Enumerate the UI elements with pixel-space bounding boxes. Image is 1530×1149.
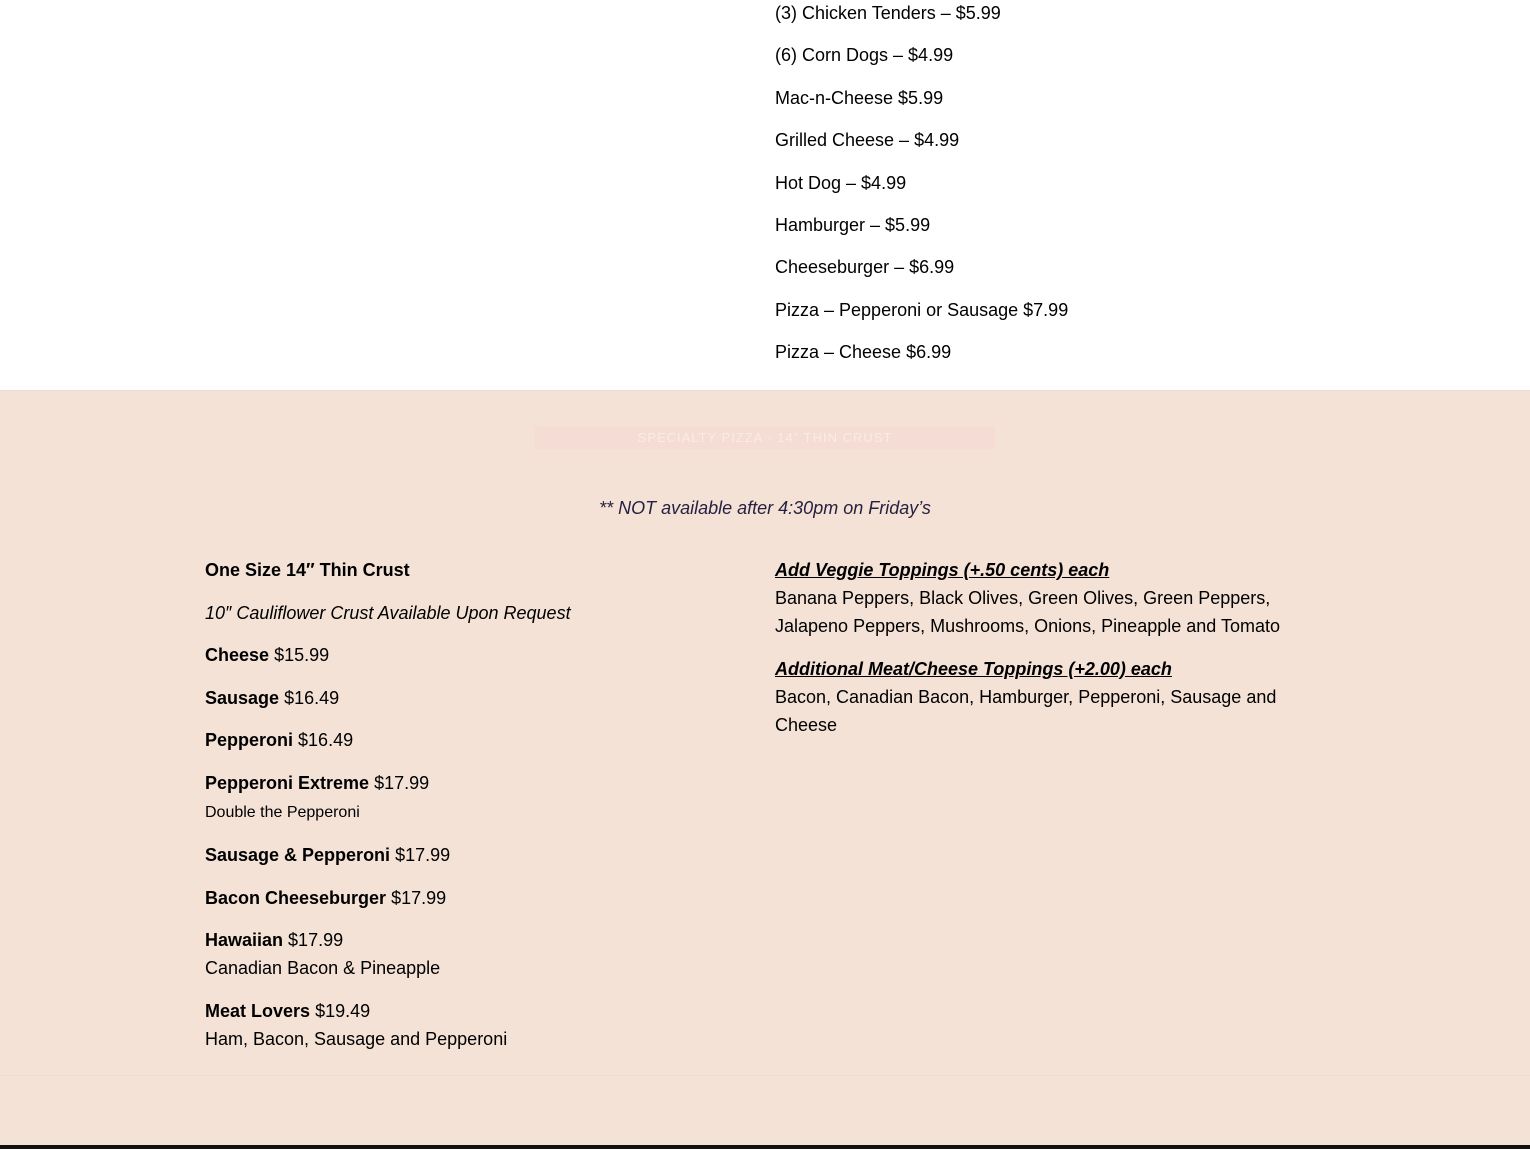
pizza-item — [205, 926, 745, 982]
footer-divider — [0, 1145, 1530, 1149]
pizza-item — [205, 997, 745, 1053]
pizza-price: $16.49 — [298, 730, 354, 750]
kids-menu-item: (3) Chicken Tenders – $5.99 — [775, 3, 1001, 23]
kids-menu-item: Grilled Cheese – $4.99 — [775, 130, 960, 151]
pizza-price: $16.49 — [284, 687, 340, 708]
pizza-item — [205, 641, 745, 669]
pizza-name: Cheese — [205, 645, 270, 665]
pizza-item — [205, 884, 745, 912]
pizza-description: Ham, Bacon, Sausage and Pepperoni — [205, 1028, 508, 1049]
size-heading: One Size 14″ Thin Crust — [205, 560, 410, 580]
availability-notice: ** NOT available after 4:30pm on Friday’s — [599, 498, 931, 518]
kids-menu-list — [775, 0, 1068, 382]
footer-section — [0, 1075, 1530, 1146]
pizza-price: $17.99 — [391, 887, 447, 908]
kids-menu-item: Pizza – Pepperoni or Sausage $7.99 — [775, 299, 1069, 320]
pizza-price: $19.49 — [315, 1000, 371, 1021]
kids-menu-item: Hot Dog – $4.99 — [775, 172, 907, 193]
pizza-name: Bacon Cheeseburger — [205, 887, 387, 908]
pizza-name: Meat Lovers — [205, 1000, 311, 1021]
veggie-toppings-list: Banana Peppers, Black Olives, Green Olives, Green Peppers, Jalapeno Peppers, Mushrooms, Onions, Pineapple and Tomato — [775, 588, 1280, 636]
meat-toppings-list: Bacon, Canadian Bacon, Hamburger, Pepperoni, Sausage and Cheese — [775, 686, 1277, 735]
pizza-description: Double the Pepperoni — [205, 803, 360, 821]
pizza-price: $17.99 — [374, 772, 430, 793]
pizza-name: Sausage & Pepperoni — [205, 845, 391, 865]
pizza-item — [205, 726, 745, 754]
pizza-name: Sausage — [205, 687, 280, 708]
pizza-price: $17.99 — [288, 930, 344, 950]
kids-menu-item: Cheeseburger – $6.99 — [775, 257, 955, 278]
cauliflower-note: 10″ Cauliflower Crust Available Upon Request — [205, 602, 571, 623]
kids-menu-section — [0, 0, 1530, 391]
meat-toppings-block — [775, 655, 1295, 739]
toppings-column — [775, 556, 1295, 753]
pizza-name: Pepperoni Extreme — [205, 772, 370, 793]
pizza-list-column — [205, 556, 745, 1067]
meat-toppings-heading: Additional Meat/Cheese Toppings (+2.00) each — [775, 658, 1172, 679]
section-banner: SPECIALTY PIZZA · 14" THIN CRUST — [535, 426, 995, 449]
veggie-toppings-block — [775, 556, 1295, 640]
pizza-name: Hawaiian — [205, 930, 284, 950]
pizza-price: $15.99 — [274, 645, 330, 665]
veggie-toppings-heading: Add Veggie Toppings (+.50 cents) each — [775, 560, 1110, 580]
pizza-item — [205, 769, 745, 827]
pizza-price: $17.99 — [395, 845, 451, 865]
kids-menu-item: Mac-n-Cheese $5.99 — [775, 87, 944, 108]
pizza-name: Pepperoni — [205, 730, 294, 750]
pizza-description: Canadian Bacon & Pineapple — [205, 958, 441, 978]
pizza-menu-section — [0, 391, 1530, 1075]
kids-menu-item: Pizza – Cheese $6.99 — [775, 342, 952, 363]
pizza-item — [205, 841, 745, 869]
kids-menu-item: Hamburger – $5.99 — [775, 214, 931, 235]
kids-menu-item: (6) Corn Dogs – $4.99 — [775, 45, 954, 66]
pizza-item — [205, 684, 745, 712]
